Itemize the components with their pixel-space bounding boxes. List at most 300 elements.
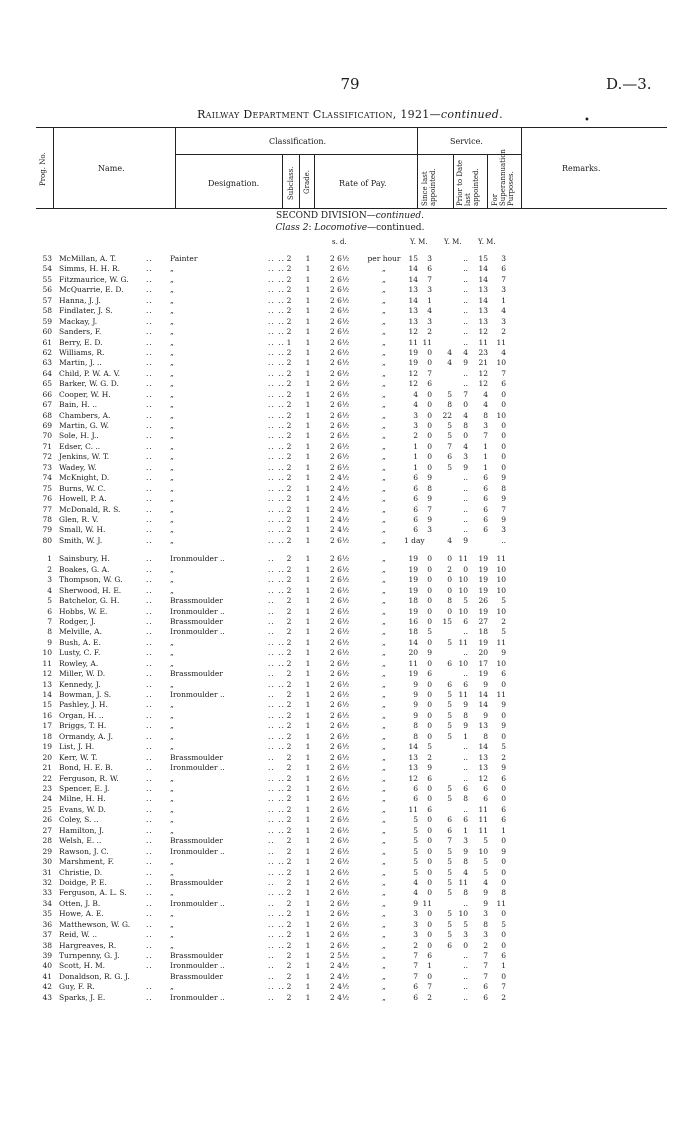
table-row bbox=[0, 815, 700, 824]
super-months: 9 bbox=[501, 515, 506, 524]
header-remarks: Remarks. bbox=[562, 164, 601, 173]
leader-dots: .. bbox=[146, 825, 153, 835]
prog-no: 13 bbox=[42, 679, 52, 689]
table-row bbox=[0, 379, 700, 388]
prior-months: 10 bbox=[458, 575, 468, 585]
leader-dots: .. bbox=[146, 794, 153, 804]
designation: Ironmoulder .. bbox=[170, 627, 225, 637]
employee-name: Kerr, W. T. bbox=[59, 752, 98, 762]
rate-of-pay: 2 6½ bbox=[330, 836, 350, 846]
designation: Ironmoulder .. bbox=[170, 606, 225, 616]
designation: Painter bbox=[170, 254, 198, 263]
leader-dots: .. .. bbox=[268, 264, 285, 274]
prior-months: .. bbox=[463, 763, 468, 773]
since-years: 13 bbox=[408, 316, 418, 326]
employee-name: Hamilton, J. bbox=[59, 825, 104, 835]
grade: 1 bbox=[305, 898, 311, 908]
subclass: 2 bbox=[286, 721, 292, 731]
prog-no: 20 bbox=[42, 752, 52, 762]
since-months: 9 bbox=[427, 515, 432, 524]
since-years: 4 bbox=[413, 389, 418, 399]
designation: Ironmoulder .. bbox=[170, 690, 225, 700]
leader-dots: .. bbox=[146, 836, 153, 846]
since-months: 0 bbox=[427, 431, 432, 441]
table-row bbox=[0, 648, 700, 657]
table-row bbox=[0, 868, 700, 877]
super-months: 9 bbox=[501, 473, 506, 483]
prior-years: 6 bbox=[447, 815, 452, 825]
header-classification: Classification. bbox=[269, 137, 327, 146]
table-row bbox=[0, 899, 700, 908]
grade: 1 bbox=[305, 940, 311, 950]
prior-months: 4 bbox=[463, 867, 468, 877]
prior-months: .. bbox=[463, 971, 468, 981]
leader-dots: .. bbox=[146, 264, 153, 274]
leader-dots: .. .. bbox=[268, 358, 285, 368]
prior-months: .. bbox=[463, 525, 468, 535]
rate-of-pay: 2 6½ bbox=[330, 888, 350, 898]
grade: 1 bbox=[305, 473, 311, 483]
pay-period: „ bbox=[382, 389, 386, 399]
subclass: 2 bbox=[286, 295, 292, 305]
employee-name: Simms, H. H. R. bbox=[59, 264, 121, 274]
prior-months: 0 bbox=[463, 400, 468, 410]
subclass: 2 bbox=[286, 347, 292, 357]
rate-of-pay: 2 4½ bbox=[330, 504, 350, 514]
leader-dots: .. bbox=[146, 930, 153, 940]
super-years: 10 bbox=[478, 846, 488, 856]
grade: 1 bbox=[305, 585, 311, 595]
since-years: 1 bbox=[413, 452, 418, 462]
super-years: 19 bbox=[478, 669, 488, 679]
prior-months: .. bbox=[463, 648, 468, 658]
prog-no: 34 bbox=[42, 898, 52, 908]
rate-of-pay: 2 6½ bbox=[330, 710, 350, 720]
designation: „ bbox=[170, 648, 174, 658]
prior-years: 5 bbox=[447, 462, 452, 472]
since-months: 0 bbox=[427, 690, 432, 700]
designation: „ bbox=[170, 525, 174, 535]
super-months: 2 bbox=[501, 992, 506, 1002]
employee-name: Sherwood, H. E. bbox=[59, 585, 122, 595]
units-super: Y. M. bbox=[478, 238, 496, 246]
subclass: 2 bbox=[286, 358, 292, 368]
pay-period: „ bbox=[382, 877, 386, 887]
since-months: 3 bbox=[427, 525, 432, 535]
super-months: 10 bbox=[496, 564, 506, 574]
super-years: 3 bbox=[483, 421, 488, 431]
leader-dots: .. bbox=[268, 763, 275, 773]
table-row bbox=[0, 586, 700, 595]
table-row bbox=[0, 774, 700, 783]
since-years: 5 bbox=[413, 846, 418, 856]
prog-no: 12 bbox=[42, 669, 52, 679]
designation: „ bbox=[170, 575, 174, 585]
table-row bbox=[0, 909, 700, 918]
leader-dots: .. bbox=[146, 648, 153, 658]
super-years: 20 bbox=[478, 648, 488, 658]
table-row bbox=[0, 596, 700, 605]
rate-of-pay: 2 4½ bbox=[330, 961, 350, 971]
since-years: 13 bbox=[408, 285, 418, 295]
super-years: 8 bbox=[483, 919, 488, 929]
leader-dots: .. bbox=[146, 961, 153, 971]
since-months: 0 bbox=[427, 888, 432, 898]
grade: 1 bbox=[305, 794, 311, 804]
leader-dots: .. bbox=[268, 752, 275, 762]
prior-years: 4 bbox=[447, 347, 452, 357]
designation: „ bbox=[170, 368, 174, 378]
employee-name: Briggs, T. H. bbox=[59, 721, 107, 731]
header-divider bbox=[53, 128, 54, 208]
since-months: 0 bbox=[427, 637, 432, 647]
employee-name: List, J. H. bbox=[59, 742, 95, 752]
prog-no: 80 bbox=[42, 535, 52, 545]
subclass: 2 bbox=[286, 731, 292, 741]
employee-name: Milne, H. H. bbox=[59, 794, 106, 804]
leader-dots: .. .. bbox=[268, 575, 285, 585]
prog-no: 22 bbox=[42, 773, 52, 783]
leader-dots: .. .. bbox=[268, 379, 285, 389]
designation: „ bbox=[170, 515, 174, 524]
subclass: 2 bbox=[286, 535, 292, 545]
employee-name: Welsh, E. .. bbox=[59, 836, 102, 846]
rate-of-pay: 2 6½ bbox=[330, 358, 350, 368]
pay-period: „ bbox=[382, 535, 386, 545]
table-row bbox=[0, 505, 700, 514]
prior-years: 0 bbox=[447, 575, 452, 585]
leader-dots: .. .. bbox=[268, 410, 285, 420]
table-row bbox=[0, 669, 700, 678]
pay-period: „ bbox=[382, 637, 386, 647]
prog-no: 27 bbox=[42, 825, 52, 835]
prog-no: 39 bbox=[42, 951, 52, 961]
rate-of-pay: 2 6½ bbox=[330, 731, 350, 741]
employee-name: Turnpenny, G. J. bbox=[59, 951, 120, 961]
pay-period: „ bbox=[382, 274, 386, 284]
employee-name: Miller, W. D. bbox=[59, 669, 106, 679]
prior-years: 5 bbox=[447, 721, 452, 731]
table-row bbox=[0, 763, 700, 772]
since-years: 18 bbox=[408, 596, 418, 606]
leader-dots: .. bbox=[268, 616, 275, 626]
since-years: 6 bbox=[413, 515, 418, 524]
leader-dots: .. .. bbox=[268, 940, 285, 950]
pay-period: „ bbox=[382, 494, 386, 504]
pay-period: „ bbox=[382, 358, 386, 368]
employee-name: Glen, R. V. bbox=[59, 515, 99, 524]
prog-no: 40 bbox=[42, 961, 52, 971]
subclass: 2 bbox=[286, 971, 292, 981]
since-years: 18 bbox=[408, 627, 418, 637]
since-months: 0 bbox=[427, 940, 432, 950]
pay-period: „ bbox=[382, 669, 386, 679]
since-months: 0 bbox=[427, 836, 432, 846]
pay-period: „ bbox=[382, 742, 386, 752]
super-years: 9 bbox=[483, 888, 488, 898]
since-months: 6 bbox=[427, 804, 432, 814]
prior-years: 5 bbox=[447, 700, 452, 710]
since-months: 5 bbox=[427, 742, 432, 752]
grade: 1 bbox=[305, 658, 311, 668]
prior-months: .. bbox=[463, 898, 468, 908]
leader-dots: .. .. bbox=[268, 982, 285, 992]
since-months: 6 bbox=[427, 773, 432, 783]
prog-no: 30 bbox=[42, 857, 52, 867]
subclass: 2 bbox=[286, 627, 292, 637]
leader-dots: .. bbox=[146, 721, 153, 731]
super-months: 1 bbox=[501, 825, 506, 835]
subclass: 2 bbox=[286, 710, 292, 720]
subclass: 2 bbox=[286, 575, 292, 585]
prior-years: 6 bbox=[447, 658, 452, 668]
pay-period: „ bbox=[382, 285, 386, 295]
table-row bbox=[0, 847, 700, 856]
table-row bbox=[0, 484, 700, 493]
prior-months: 3 bbox=[463, 836, 468, 846]
rate-of-pay: 2 6½ bbox=[330, 857, 350, 867]
pay-period: „ bbox=[382, 971, 386, 981]
super-months: 1 bbox=[501, 295, 506, 305]
prog-no: 43 bbox=[42, 992, 52, 1002]
prog-no: 67 bbox=[42, 400, 52, 410]
prog-no: 70 bbox=[42, 431, 52, 441]
designation: „ bbox=[170, 473, 174, 483]
pay-period: „ bbox=[382, 919, 386, 929]
pay-period: „ bbox=[382, 888, 386, 898]
super-months: 10 bbox=[496, 410, 506, 420]
leader-dots: .. .. bbox=[268, 742, 285, 752]
designation: „ bbox=[170, 825, 174, 835]
leader-dots: .. .. bbox=[268, 254, 285, 263]
since-years: 5 bbox=[413, 815, 418, 825]
grade: 1 bbox=[305, 462, 311, 472]
prog-no: 28 bbox=[42, 836, 52, 846]
prog-no: 59 bbox=[42, 316, 52, 326]
super-years: 4 bbox=[483, 877, 488, 887]
prior-months: 8 bbox=[463, 857, 468, 867]
prior-months: .. bbox=[463, 669, 468, 679]
super-months: 9 bbox=[501, 721, 506, 731]
pay-period: per hour bbox=[367, 254, 401, 263]
pay-period: „ bbox=[382, 700, 386, 710]
since-years: 14 bbox=[408, 742, 418, 752]
subclass: 2 bbox=[286, 992, 292, 1002]
rate-of-pay: 2 6½ bbox=[330, 585, 350, 595]
designation: „ bbox=[170, 679, 174, 689]
prior-years: 5 bbox=[447, 877, 452, 887]
table-row bbox=[0, 607, 700, 616]
designation: „ bbox=[170, 804, 174, 814]
prog-no: 15 bbox=[42, 700, 52, 710]
subclass: 2 bbox=[286, 525, 292, 535]
prior-years: 6 bbox=[447, 452, 452, 462]
super-years: 4 bbox=[483, 400, 488, 410]
super-months: 10 bbox=[496, 358, 506, 368]
leader-dots: .. bbox=[146, 400, 153, 410]
super-years: 19 bbox=[478, 637, 488, 647]
division-continued: continued. bbox=[375, 211, 425, 221]
prior-years: 5 bbox=[447, 784, 452, 793]
designation: „ bbox=[170, 637, 174, 647]
super-years: 1 bbox=[483, 452, 488, 462]
super-months: 0 bbox=[501, 784, 506, 793]
table-row bbox=[0, 554, 700, 563]
since-years: 16 bbox=[408, 616, 418, 626]
super-months: 10 bbox=[496, 606, 506, 616]
since-years: 13 bbox=[408, 763, 418, 773]
since-months: 0 bbox=[427, 909, 432, 919]
leader-dots: .. bbox=[146, 327, 153, 337]
leader-dots: .. .. bbox=[268, 327, 285, 337]
subclass: 2 bbox=[286, 940, 292, 950]
table-row bbox=[0, 972, 700, 981]
prog-no: 61 bbox=[42, 337, 52, 347]
prior-years: 8 bbox=[447, 596, 452, 606]
super-years: 19 bbox=[478, 606, 488, 616]
pay-period: „ bbox=[382, 825, 386, 835]
rate-of-pay: 2 6½ bbox=[330, 606, 350, 616]
rate-of-pay: 2 6½ bbox=[330, 285, 350, 295]
grade: 1 bbox=[305, 721, 311, 731]
prog-no: 26 bbox=[42, 815, 52, 825]
super-months: 9 bbox=[501, 763, 506, 773]
super-years: 13 bbox=[478, 306, 488, 316]
subclass: 2 bbox=[286, 473, 292, 483]
prog-no: 65 bbox=[42, 379, 52, 389]
header-subrule bbox=[175, 154, 521, 155]
leader-dots: .. .. bbox=[268, 721, 285, 731]
since-months: 0 bbox=[427, 554, 432, 564]
super-years: 13 bbox=[478, 285, 488, 295]
header-service: Service. bbox=[450, 137, 483, 146]
rate-of-pay: 2 6½ bbox=[330, 930, 350, 940]
designation: „ bbox=[170, 721, 174, 731]
leader-dots: .. bbox=[146, 804, 153, 814]
table-row bbox=[0, 742, 700, 751]
prog-no: 75 bbox=[42, 483, 52, 493]
pay-period: „ bbox=[382, 721, 386, 731]
pay-period: „ bbox=[382, 452, 386, 462]
since-months: 0 bbox=[427, 867, 432, 877]
grade: 1 bbox=[305, 274, 311, 284]
super-months: 0 bbox=[501, 731, 506, 741]
employee-name: Fitzmaurice, W. G. bbox=[59, 274, 129, 284]
super-years: 19 bbox=[478, 564, 488, 574]
since-years: 12 bbox=[408, 368, 418, 378]
since-months: 0 bbox=[427, 721, 432, 731]
grade: 1 bbox=[305, 637, 311, 647]
grade: 1 bbox=[305, 763, 311, 773]
prior-months: .. bbox=[463, 285, 468, 295]
since-months: 0 bbox=[427, 679, 432, 689]
super-months: 3 bbox=[501, 285, 506, 295]
prior-months: 6 bbox=[463, 815, 468, 825]
grade: 1 bbox=[305, 919, 311, 929]
rate-of-pay: 2 6½ bbox=[330, 554, 350, 564]
super-months: 7 bbox=[501, 982, 506, 992]
grade: 1 bbox=[305, 784, 311, 793]
rate-of-pay: 2 6½ bbox=[330, 368, 350, 378]
subclass: 2 bbox=[286, 637, 292, 647]
designation: Ironmoulder .. bbox=[170, 992, 225, 1002]
table-row bbox=[0, 805, 700, 814]
leader-dots: .. .. bbox=[268, 347, 285, 357]
since-months: 2 bbox=[427, 992, 432, 1002]
grade: 1 bbox=[305, 327, 311, 337]
super-months: 0 bbox=[501, 679, 506, 689]
pay-period: „ bbox=[382, 473, 386, 483]
rate-of-pay: 2 4½ bbox=[330, 473, 350, 483]
super-years: 18 bbox=[478, 627, 488, 637]
since-years: 14 bbox=[408, 637, 418, 647]
leader-dots: .. bbox=[268, 898, 275, 908]
prior-years: 6 bbox=[447, 679, 452, 689]
super-months: 4 bbox=[501, 347, 506, 357]
super-months: 2 bbox=[501, 327, 506, 337]
designation: Brassmoulder bbox=[170, 836, 223, 846]
pay-period: „ bbox=[382, 441, 386, 451]
leader-dots: .. bbox=[146, 700, 153, 710]
designation: Brassmoulder bbox=[170, 951, 223, 961]
prog-no: 1 bbox=[47, 554, 52, 564]
since-months: 9 bbox=[427, 494, 432, 504]
table-row bbox=[0, 961, 700, 970]
employee-name: Sanders, F. bbox=[59, 327, 102, 337]
table-row bbox=[0, 317, 700, 326]
since-months: 0 bbox=[427, 710, 432, 720]
prior-months: 1 bbox=[463, 825, 468, 835]
rate-of-pay: 2 6½ bbox=[330, 648, 350, 658]
pay-period: „ bbox=[382, 836, 386, 846]
prior-months: .. bbox=[463, 504, 468, 514]
super-years: 12 bbox=[478, 327, 488, 337]
table-row bbox=[0, 421, 700, 430]
prior-months: .. bbox=[463, 752, 468, 762]
since-years: 8 bbox=[413, 731, 418, 741]
table-row bbox=[0, 857, 700, 866]
rate-of-pay: 2 6½ bbox=[330, 400, 350, 410]
since-years: 19 bbox=[408, 564, 418, 574]
page-title bbox=[0, 108, 700, 121]
prior-months: 11 bbox=[458, 877, 468, 887]
since-months: 0 bbox=[427, 971, 432, 981]
rate-of-pay: 2 6½ bbox=[330, 596, 350, 606]
leader-dots: .. .. bbox=[268, 825, 285, 835]
rate-of-pay: 2 6½ bbox=[330, 867, 350, 877]
pay-period: „ bbox=[382, 564, 386, 574]
rate-of-pay: 2 6½ bbox=[330, 763, 350, 773]
grade: 1 bbox=[305, 846, 311, 856]
class-continued: —continued. bbox=[367, 223, 425, 233]
leader-dots: .. bbox=[146, 679, 153, 689]
table-row bbox=[0, 753, 700, 762]
pay-period: „ bbox=[382, 961, 386, 971]
designation: „ bbox=[170, 431, 174, 441]
rate-of-pay: 2 6½ bbox=[330, 919, 350, 929]
leader-dots: .. .. bbox=[268, 400, 285, 410]
since-months: 0 bbox=[427, 784, 432, 793]
grade: 1 bbox=[305, 295, 311, 305]
leader-dots: .. .. bbox=[268, 389, 285, 399]
rate-of-pay: 2 6½ bbox=[330, 669, 350, 679]
subclass: 2 bbox=[286, 846, 292, 856]
prog-no: 41 bbox=[42, 971, 52, 981]
super-months: 0 bbox=[501, 909, 506, 919]
leader-dots: .. bbox=[146, 909, 153, 919]
prior-years: 4 bbox=[447, 535, 452, 545]
subclass: 2 bbox=[286, 888, 292, 898]
